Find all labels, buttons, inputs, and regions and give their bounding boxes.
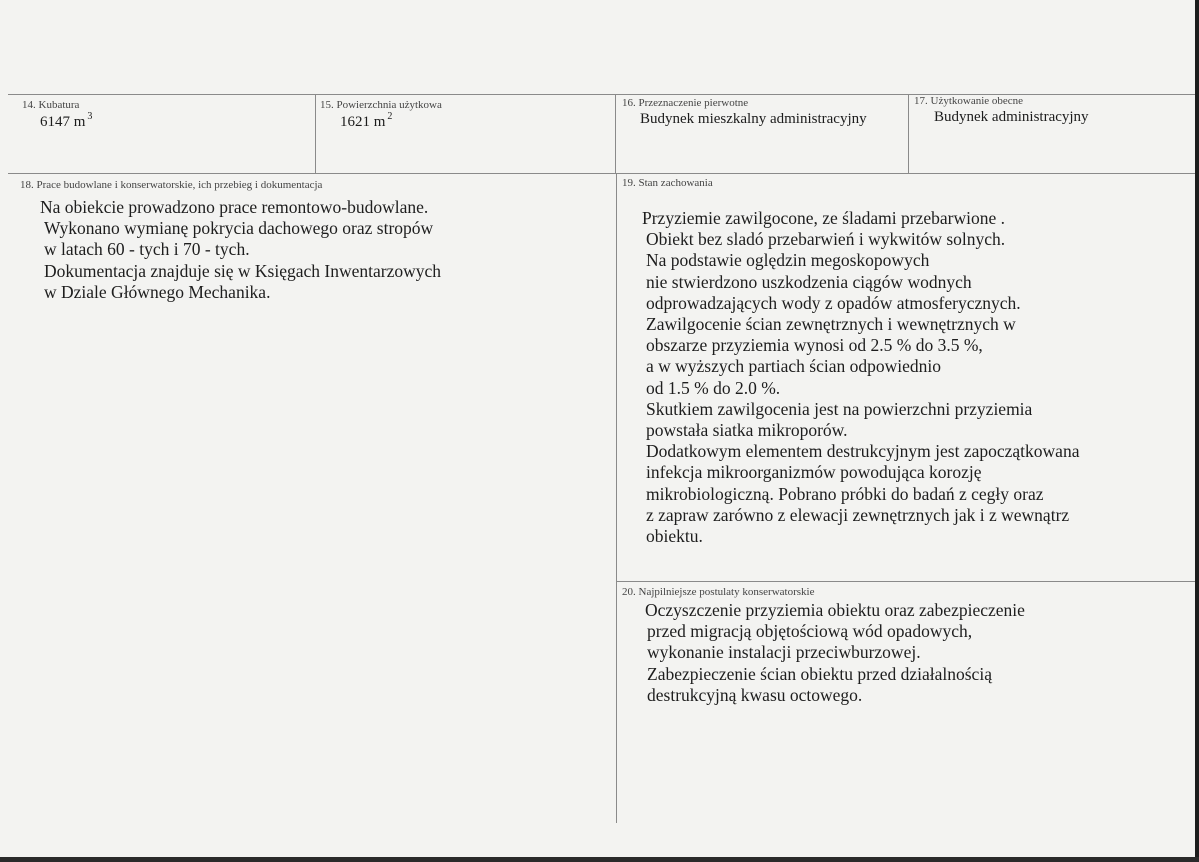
- stan-line: od 1.5 % do 2.0 %.: [646, 377, 781, 398]
- scan-edge-bottom: [0, 857, 1199, 862]
- scan-edge-right: [1195, 0, 1199, 862]
- stan-text: [642, 208, 1079, 547]
- uzytkowanie-value: Budynek administracyjny: [934, 109, 1089, 125]
- kubatura-exponent: 3: [87, 111, 93, 122]
- stan-line: mikrobiologiczną. Pobrano próbki do badań z cegły oraz: [646, 483, 1044, 504]
- prace-line: Dokumentacja znajduje się w Księgach Inwentarzowych: [44, 260, 441, 281]
- stan-line: odprowadzających wody z opadów atmosferycznych.: [646, 292, 1021, 313]
- prace-label: 18. Prace budowlane i konserwatorskie, ich przebieg i dokumentacja: [20, 179, 323, 191]
- rule-row1-bottom: [8, 173, 1195, 174]
- prace-line: w latach 60 - tych i 70 - tych.: [44, 239, 250, 260]
- rule-section-20-top: [616, 581, 1195, 582]
- postulaty-line: wykonanie instalacji przeciwburzowej.: [647, 642, 921, 663]
- kubatura-number: 6147 m: [40, 114, 86, 130]
- powierzchnia-label: 15. Powierzchnia użytkowa: [320, 99, 442, 111]
- stan-line: Przyziemie zawilgocone, ze śladami przebarwione .: [642, 208, 1005, 228]
- stan-line: Na podstawie oględzin megoskopowych: [646, 250, 930, 271]
- rule-col-16-17: [908, 94, 909, 173]
- rule-col-main: [616, 173, 617, 823]
- uzytkowanie-label: 17. Użytkowanie obecne: [914, 95, 1024, 107]
- postulaty-line: Zabezpieczenie ścian obiektu przed działalnością: [647, 663, 992, 684]
- prace-line: Na obiekcie prowadzono prace remontowo-budowlane.: [40, 197, 429, 217]
- rule-col-15-16: [615, 94, 616, 173]
- postulaty-text: [645, 600, 1025, 706]
- stan-line: powstała siatka mikroporów.: [646, 420, 848, 441]
- stan-line: infekcja mikroorganizmów powodująca korozję: [646, 462, 982, 483]
- przeznaczenie-label: 16. Przeznaczenie pierwotne: [622, 97, 749, 109]
- stan-line: obiektu.: [646, 526, 703, 547]
- stan-line: Dodatkowym elementem destrukcyjnym jest zapoczątkowana: [646, 441, 1080, 462]
- rule-col-14-15: [315, 94, 316, 173]
- stan-line: Obiekt bez sladó przebarwień i wykwitów solnych.: [646, 229, 1006, 250]
- stan-line: obszarze przyziemia wynosi od 2.5 % do 3.5 %,: [646, 335, 983, 356]
- powierzchnia-exponent: 2: [387, 111, 393, 122]
- przeznaczenie-value: Budynek mieszkalny administracyjny: [640, 111, 867, 127]
- postulaty-line: destrukcyjną kwasu octowego.: [647, 684, 863, 705]
- powierzchnia-value: [340, 111, 392, 131]
- prace-line: w Dziale Głównego Mechanika.: [44, 281, 271, 302]
- stan-line: Skutkiem zawilgocenia jest na powierzchni przyziemia: [646, 398, 1033, 419]
- postulaty-line: Oczyszczenie przyziemia obiektu oraz zabezpieczenie: [645, 600, 1025, 620]
- stan-line: nie stwierdzono uszkodzenia ciągów wodnych: [646, 271, 972, 292]
- kubatura-value: [40, 111, 92, 131]
- kubatura-label: 14. Kubatura: [22, 99, 80, 111]
- powierzchnia-number: 1621 m: [340, 114, 386, 130]
- postulaty-line: przed migracją objętościową wód opadowych,: [647, 621, 973, 642]
- stan-line: a w wyższych partiach ścian odpowiednio: [646, 356, 941, 377]
- stan-line: Zawilgocenie ścian zewnętrznych i wewnętrznych w: [646, 314, 1016, 335]
- prace-text: [40, 197, 441, 303]
- prace-line: Wykonano wymianę pokrycia dachowego oraz stropów: [44, 218, 434, 239]
- postulaty-label: 20. Najpilniejsze postulaty konserwatorskie: [622, 586, 815, 598]
- stan-label: 19. Stan zachowania: [622, 177, 713, 189]
- stan-line: z zapraw zarówno z elewacji zewnętrznych jak i z wewnątrz: [646, 504, 1070, 525]
